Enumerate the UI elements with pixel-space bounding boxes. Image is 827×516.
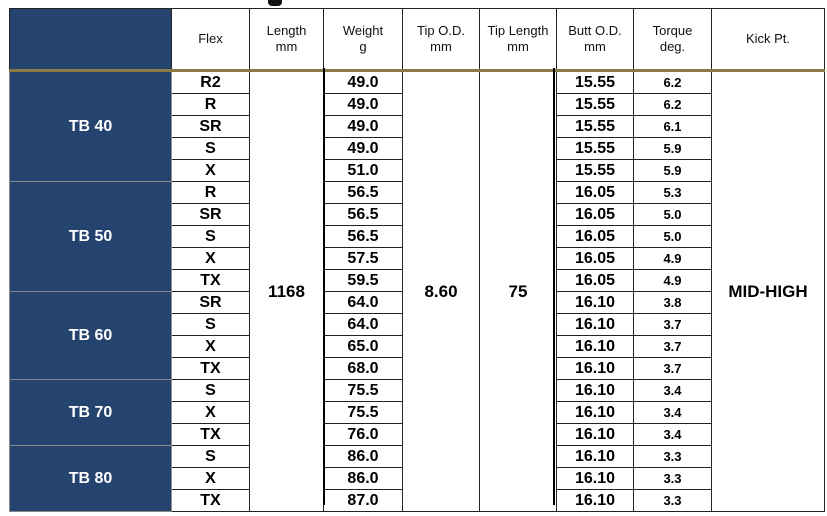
- flex-cell: X: [172, 468, 250, 490]
- butt-od-cell: 15.55: [557, 138, 634, 160]
- butt-od-cell: 16.10: [557, 402, 634, 424]
- weight-cell: 59.5: [324, 270, 403, 292]
- weight-cell: 49.0: [324, 138, 403, 160]
- header-length-line: Length: [266, 23, 307, 38]
- weight-cell: 49.0: [324, 94, 403, 116]
- kick-point-cell: MID-HIGH: [712, 71, 825, 512]
- header-butt-od-line: mm: [584, 39, 606, 54]
- length-cell: 1168: [250, 71, 324, 512]
- header-tip-length-line: Tip Length: [487, 23, 549, 38]
- header-flex-line: Flex: [198, 31, 223, 46]
- header-kick: [712, 9, 825, 71]
- torque-cell: 5.0: [634, 204, 712, 226]
- butt-od-cell: 16.05: [557, 226, 634, 248]
- torque-cell: 3.3: [634, 490, 712, 512]
- flex-cell: R: [172, 182, 250, 204]
- header-weight-line: g: [359, 39, 367, 54]
- header-tip-od-line: Tip O.D.: [417, 23, 465, 38]
- flex-cell: R: [172, 94, 250, 116]
- flex-cell: SR: [172, 204, 250, 226]
- flex-cell: S: [172, 446, 250, 468]
- butt-od-cell: 15.55: [557, 116, 634, 138]
- header-row: [10, 9, 825, 71]
- torque-cell: 5.9: [634, 160, 712, 182]
- flex-cell: X: [172, 248, 250, 270]
- butt-od-cell: 16.10: [557, 468, 634, 490]
- torque-cell: 4.9: [634, 248, 712, 270]
- flex-cell: R2: [172, 71, 250, 94]
- butt-od-cell: 16.05: [557, 182, 634, 204]
- flex-cell: S: [172, 380, 250, 402]
- header-weight: [324, 9, 403, 71]
- torque-cell: 3.3: [634, 468, 712, 490]
- butt-od-cell: 16.10: [557, 336, 634, 358]
- torque-cell: 5.3: [634, 182, 712, 204]
- header-weight-line: Weight: [342, 23, 384, 38]
- butt-od-cell: 16.10: [557, 358, 634, 380]
- top-crop-strip: [0, 0, 827, 8]
- weight-cell: 86.0: [324, 446, 403, 468]
- header-tip-length-line: mm: [507, 39, 529, 54]
- weight-cell: 75.5: [324, 380, 403, 402]
- header-flex: [172, 9, 250, 71]
- model-cell: TB 50: [10, 182, 172, 292]
- torque-cell: 3.7: [634, 358, 712, 380]
- header-butt-od: [557, 9, 634, 71]
- flex-cell: SR: [172, 116, 250, 138]
- flex-cell: X: [172, 160, 250, 182]
- butt-od-cell: 16.10: [557, 490, 634, 512]
- table-body: [10, 71, 825, 512]
- butt-od-cell: 15.55: [557, 160, 634, 182]
- butt-od-cell: 15.55: [557, 94, 634, 116]
- torque-cell: 6.1: [634, 116, 712, 138]
- model-cell: TB 70: [10, 380, 172, 446]
- cropped-title-fragment: [268, 0, 282, 6]
- flex-cell: S: [172, 314, 250, 336]
- weight-cell: 49.0: [324, 116, 403, 138]
- header-tip-length: [480, 9, 557, 71]
- header-length: [250, 9, 324, 71]
- butt-od-cell: 16.10: [557, 380, 634, 402]
- torque-cell: 3.3: [634, 446, 712, 468]
- torque-cell: 3.4: [634, 424, 712, 446]
- weight-cell: 76.0: [324, 424, 403, 446]
- header-butt-od-line: Butt O.D.: [568, 23, 622, 38]
- flex-cell: TX: [172, 270, 250, 292]
- weight-cell: 56.5: [324, 182, 403, 204]
- header-tip-od: [403, 9, 480, 71]
- torque-cell: 5.0: [634, 226, 712, 248]
- tip-length-cell: 75: [480, 71, 557, 512]
- torque-cell: 3.7: [634, 336, 712, 358]
- weight-cell: 75.5: [324, 402, 403, 424]
- torque-cell: 6.2: [634, 71, 712, 94]
- torque-cell: 3.7: [634, 314, 712, 336]
- weight-cell: 64.0: [324, 314, 403, 336]
- torque-cell: 4.9: [634, 270, 712, 292]
- butt-od-cell: 15.55: [557, 71, 634, 94]
- header-tip-od-line: mm: [430, 39, 452, 54]
- tip-od-cell: 8.60: [403, 71, 480, 512]
- table-row: [10, 71, 825, 94]
- header-model: [10, 9, 172, 71]
- weight-cell: 87.0: [324, 490, 403, 512]
- butt-column-rule: [553, 68, 555, 505]
- shaft-spec-table: [9, 8, 825, 512]
- weight-cell: 57.5: [324, 248, 403, 270]
- weight-cell: 56.5: [324, 204, 403, 226]
- torque-cell: 3.8: [634, 292, 712, 314]
- flex-cell: SR: [172, 292, 250, 314]
- weight-column-rule: [323, 68, 325, 505]
- flex-cell: X: [172, 336, 250, 358]
- model-cell: TB 60: [10, 292, 172, 380]
- butt-od-cell: 16.05: [557, 248, 634, 270]
- model-cell: TB 40: [10, 71, 172, 182]
- weight-cell: 86.0: [324, 468, 403, 490]
- butt-od-cell: 16.10: [557, 314, 634, 336]
- header-torque: [634, 9, 712, 71]
- flex-cell: TX: [172, 358, 250, 380]
- flex-cell: TX: [172, 424, 250, 446]
- torque-cell: 5.9: [634, 138, 712, 160]
- weight-cell: 68.0: [324, 358, 403, 380]
- weight-cell: 56.5: [324, 226, 403, 248]
- header-torque-line: deg.: [659, 39, 686, 54]
- torque-cell: 3.4: [634, 402, 712, 424]
- butt-od-cell: 16.05: [557, 204, 634, 226]
- torque-cell: 6.2: [634, 94, 712, 116]
- flex-cell: TX: [172, 490, 250, 512]
- model-cell: TB 80: [10, 446, 172, 512]
- flex-cell: X: [172, 402, 250, 424]
- torque-cell: 3.4: [634, 380, 712, 402]
- weight-cell: 49.0: [324, 71, 403, 94]
- flex-cell: S: [172, 226, 250, 248]
- butt-od-cell: 16.10: [557, 446, 634, 468]
- header-length-line: mm: [275, 39, 298, 54]
- weight-cell: 51.0: [324, 160, 403, 182]
- butt-od-cell: 16.05: [557, 270, 634, 292]
- flex-cell: S: [172, 138, 250, 160]
- header-torque-line: Torque: [652, 23, 693, 38]
- butt-od-cell: 16.10: [557, 424, 634, 446]
- weight-cell: 65.0: [324, 336, 403, 358]
- butt-od-cell: 16.10: [557, 292, 634, 314]
- header-kick-line: Kick Pt.: [745, 31, 791, 46]
- weight-cell: 64.0: [324, 292, 403, 314]
